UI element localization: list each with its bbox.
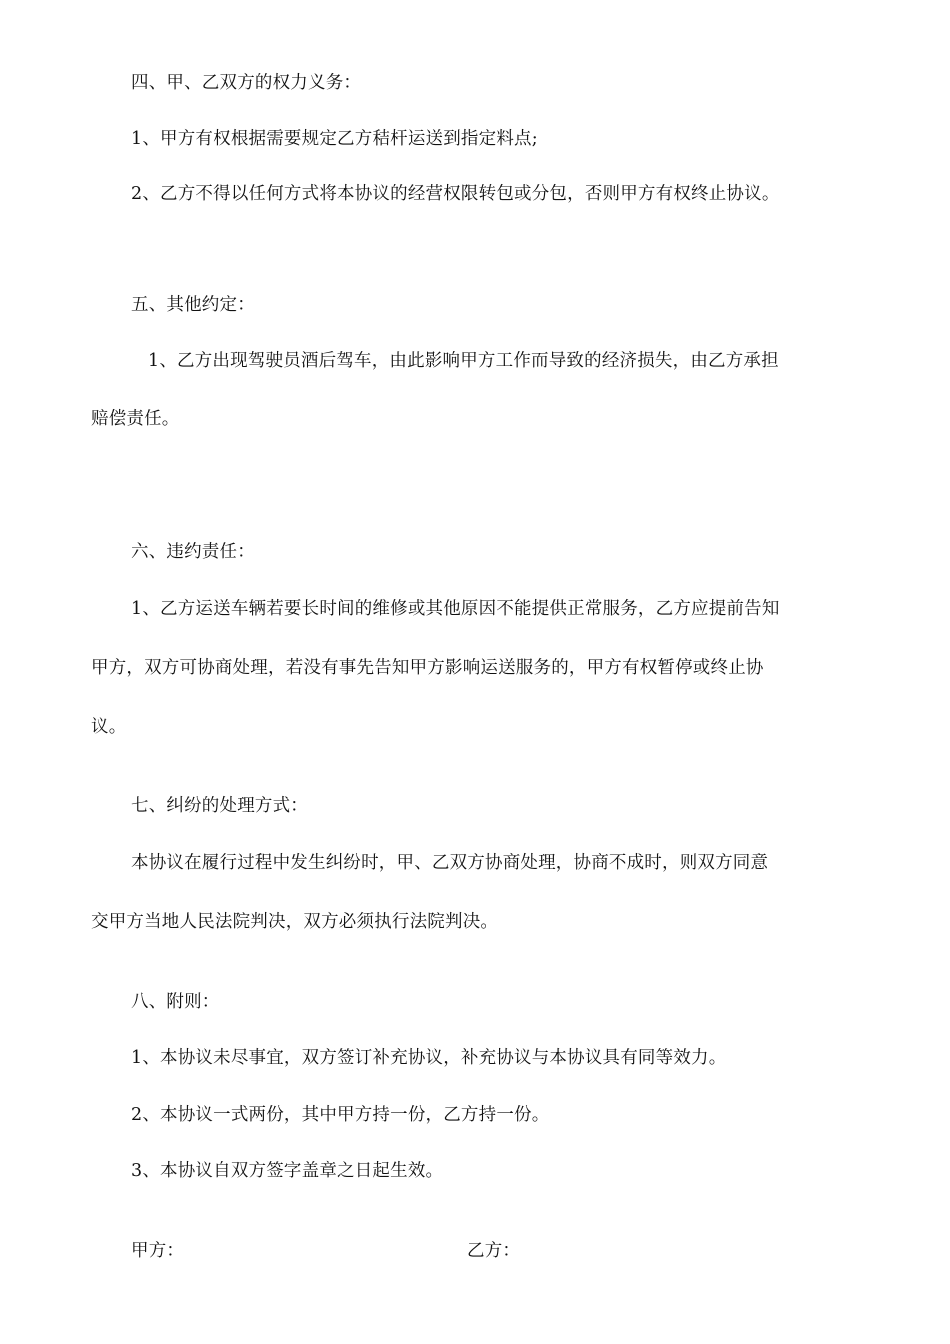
section-5-item-1-line-2: 赔偿责任。 [91,409,180,429]
section-8-item-3: 3、本协议自双方签字盖章之日起生效。 [131,1161,444,1181]
section-6-item-1-line-1: 1、乙方运送车辆若要长时间的维修或其他原因不能提供正常服务，乙方应提前告知 [131,599,780,619]
party-a-signature-label: 甲方： [131,1241,185,1261]
party-b-signature-label: 乙方： [467,1241,521,1261]
section-8-item-2: 2、本协议一式两份，其中甲方持一份，乙方持一份。 [131,1105,550,1125]
section-4-item-2: 2、乙方不得以任何方式将本协议的经营权限转包或分包，否则甲方有权终止协议。 [131,184,780,204]
section-6-item-1-line-3: 议。 [91,717,127,737]
section-8-item-1: 1、本协议未尽事宜，双方签订补充协议，补充协议与本协议具有同等效力。 [131,1048,727,1068]
section-7-heading: 七、纠纷的处理方式： [131,796,308,816]
section-7-para-line-2: 交甲方当地人民法院判决，双方必须执行法院判决。 [91,912,499,932]
section-6-item-1-line-2: 甲方，双方可协商处理，若没有事先告知甲方影响运送服务的，甲方有权暂停或终止协 [91,658,764,678]
section-5-heading: 五、其他约定： [131,295,255,315]
section-5-item-1-line-1: 1、乙方出现驾驶员酒后驾车，由此影响甲方工作而导致的经济损失，由乙方承担 [148,351,779,371]
section-8-heading: 八、附则： [131,992,220,1012]
section-6-heading: 六、违约责任： [131,542,255,562]
section-4-heading: 四、甲、乙双方的权力义务： [131,73,362,93]
section-7-para-line-1: 本协议在履行过程中发生纠纷时，甲、乙双方协商处理，协商不成时，则双方同意 [131,853,769,873]
section-4-item-1: 1、甲方有权根据需要规定乙方秸杆运送到指定料点; [131,129,538,149]
